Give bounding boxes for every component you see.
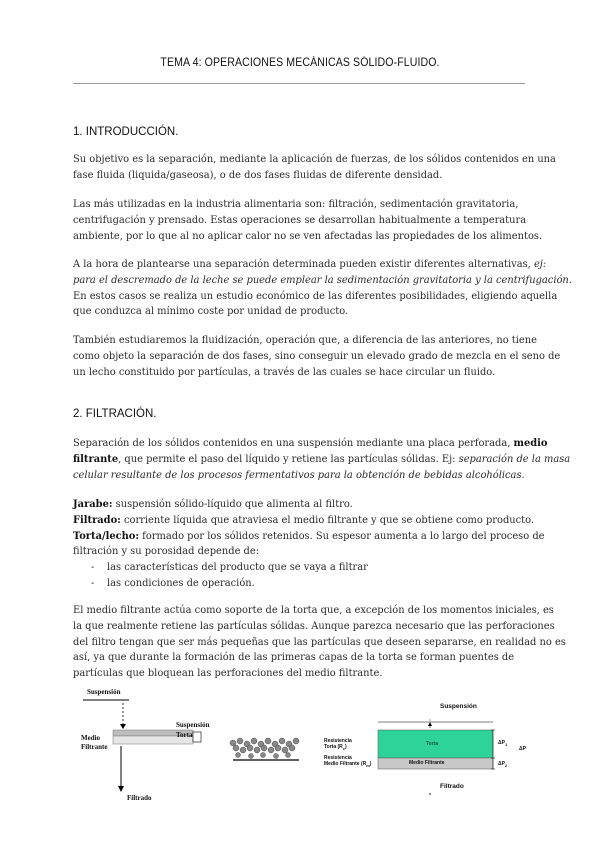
- list-item-text: las características del producto que se vaya a filtrar: [107, 562, 368, 574]
- text-line: la que realmente retiene las partículas sólidas. Aunque parezca necesario que las perforaciones: [73, 620, 555, 632]
- label-resistencia-torta: Resistencia Torta $(R_c)$: [324, 738, 352, 751]
- filtracion-paragraph-1: [73, 436, 571, 483]
- text-line: del filtro tengan que ser más pequeñas que las partículas que deseen separarse, en realidad no es: [73, 636, 566, 648]
- section-heading-introduccion: 1. INTRODUCCIÓN.: [73, 126, 179, 138]
- text-line: Su objetivo es la separación, mediante la aplicación de fuerzas, de los sólidos contenidos en una: [73, 154, 556, 165]
- bold-term: medio: [513, 438, 548, 449]
- definition-jarabe: [73, 497, 533, 513]
- bold-term: Filtrado:: [73, 514, 121, 526]
- text-line: En estos casos se realiza un estudio económico de las diferentes posibilidades, eligiendo aquella: [73, 290, 558, 302]
- text-line: como objeto la separación de dos fases, sino conseguir un elevado grado de mezcla en el seno de: [73, 350, 561, 362]
- label-filtrado-right: Filtrado: [440, 783, 464, 790]
- bold-term: Torta/lecho:: [73, 530, 140, 542]
- bold-term: filtrante: [73, 453, 119, 465]
- list-item-text: las condiciones de operación.: [107, 577, 255, 589]
- text-line: fase fluida (liquida/gaseosa), o de dos fases fluidas de diferente densidad.: [73, 169, 443, 181]
- filtration-figure: [73, 688, 533, 808]
- text-line: Las más utilizadas en la industria alimentaria son: filtración, sedimentación gravitatoria,: [73, 199, 519, 210]
- feed-arrowhead: [120, 724, 126, 729]
- page-title: TEMA 4: OPERACIONES MECÁNICAS SÓLIDO-FLUIDO.: [160, 57, 440, 69]
- filter-holder: [193, 732, 201, 742]
- title-divider: [73, 83, 525, 84]
- label-filtrado: Filtrado: [127, 794, 152, 802]
- text-line: así, ya que durante la formación de las primeras capas de la torta se forman puentes de: [73, 652, 515, 664]
- text-run: suspensión sólido-líquido que alimenta al filtro.: [112, 499, 353, 510]
- text-line: [73, 257, 547, 273]
- text-line: que conduzca al mínimo coste por unidad de producto.: [73, 306, 349, 318]
- bullet-dash: -: [91, 562, 95, 574]
- text-line: ambiente, por lo que al no aplicar calor no se ven afectadas las propiedades de los alimentos.: [73, 230, 543, 242]
- label-medio: Medio: [81, 734, 101, 742]
- text-line: filtración y su porosidad depende de:: [73, 546, 260, 558]
- flow-arrow-up: [428, 722, 432, 726]
- label-resistencia-medio: Resistencia Medio Filtrante $(R_m)$: [324, 755, 372, 768]
- bold-term: Jarabe:: [73, 499, 113, 510]
- definition-filtrado: [73, 513, 533, 529]
- particle-cluster: [230, 738, 299, 759]
- text-line: [73, 452, 571, 468]
- text-run: corriente líquida que atraviesa el medio filtrante y que se obtiene como producto.: [120, 514, 535, 526]
- label-suspension-2: Suspensión: [176, 721, 210, 729]
- italic-text: ej:: [533, 259, 547, 270]
- bullet-dash: -: [91, 577, 95, 589]
- intro-paragraph-3: [73, 257, 572, 320]
- text-line: También estudiaremos la fluidización, operación que, a diferencia de las anteriores, no tiene: [73, 335, 537, 346]
- label-delta-p1: $\Delta P_1$: [498, 740, 508, 747]
- label-torta: Torta: [176, 731, 193, 739]
- list-item: [73, 560, 533, 576]
- section-heading-filtracion: 2. FILTRACIÓN.: [73, 408, 157, 420]
- label-filtrante: Filtrante: [81, 743, 108, 751]
- list-item: [73, 576, 533, 592]
- text-run: A la hora de plantearse una separación determinada pueden existir diferentes alternativas,: [73, 259, 534, 270]
- label-suspension-right: Suspensión: [440, 703, 477, 710]
- label-medio-filtrante-block: Medio Filtrante: [409, 760, 445, 766]
- label-torta-block: Torta: [426, 741, 439, 747]
- intro-paragraph-1: [73, 152, 556, 184]
- text-run: .: [568, 274, 572, 286]
- label-delta-p: ΔP: [519, 746, 526, 752]
- definition-torta: [73, 529, 545, 545]
- text-line: [73, 273, 572, 289]
- text-run: Separación de los sólidos contenidos en una suspensión mediante una placa perforada,: [73, 438, 514, 449]
- text-line: celular resultante de los procesos fermentativos para la obtención de bebidas alcohólicas.: [73, 469, 525, 481]
- text-line: centrifugación y prensado. Estas operaciones se desarrollan habitualmente a temperatura: [73, 214, 527, 226]
- text-line: partículas que bloquean las perforaciones del medio filtrante.: [73, 668, 383, 680]
- intro-paragraph-4: [73, 333, 561, 380]
- filtrate-arrowhead: [118, 786, 124, 792]
- text-line: [73, 436, 548, 452]
- text-run: formado por los sólidos retenidos. Su espesor aumenta a lo largo del proceso de: [139, 530, 545, 542]
- label-delta-p2: $\Delta P_2$: [498, 761, 508, 768]
- text-run: , que permite el paso del líquido y retiene las partículas sólidas. Ej:: [118, 453, 459, 465]
- italic-text: separación de la masa: [458, 453, 571, 465]
- filtracion-paragraph-2: [73, 603, 566, 682]
- intro-paragraph-2: [73, 197, 543, 244]
- definitions-list: [73, 497, 545, 592]
- italic-text: para el descremado de la leche se puede emplear la sedimentación gravitatoria y la centrifugación: [73, 274, 569, 286]
- outlet-dot: [429, 793, 431, 795]
- text-line: un lecho constituido por partículas, a través de las cuales se hace circular un fluido.: [73, 366, 496, 378]
- text-line: El medio filtrante actúa como soporte de la torta que, a excepción de los momentos iniciales, es: [73, 605, 554, 616]
- label-suspension: Suspensión: [87, 688, 121, 696]
